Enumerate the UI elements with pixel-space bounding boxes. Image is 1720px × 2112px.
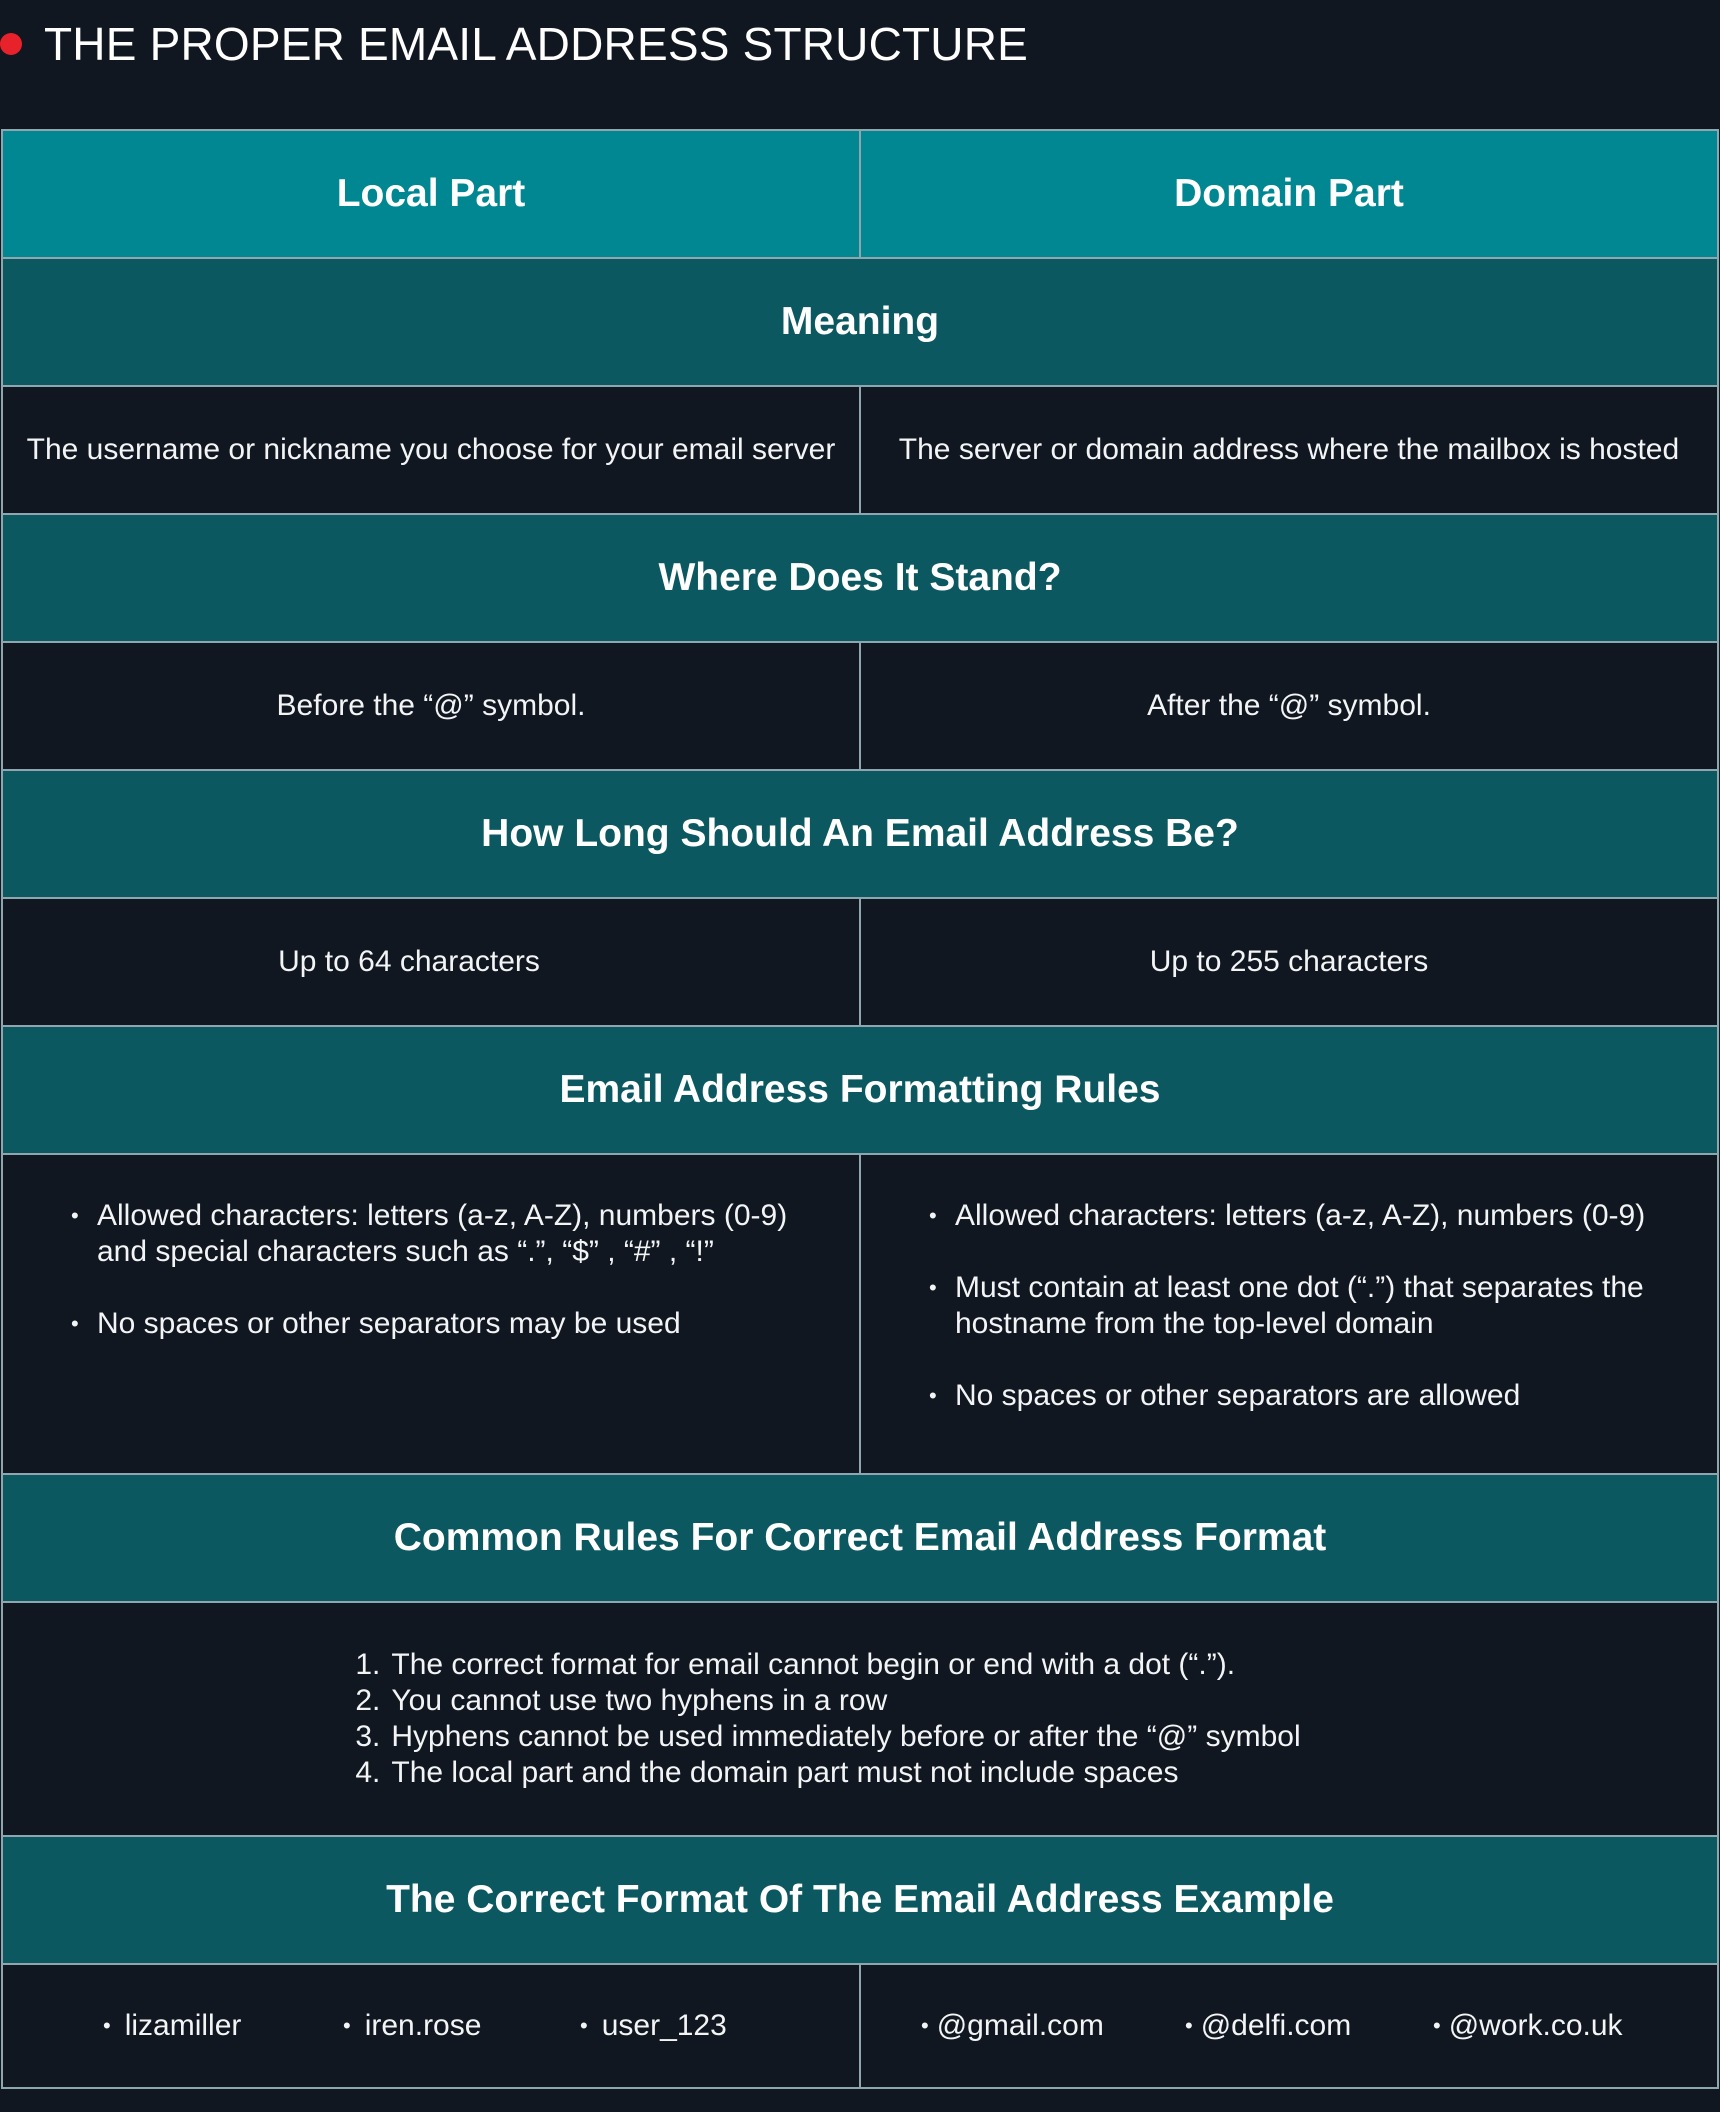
section-heading: Meaning (3, 259, 1719, 385)
list-item (929, 1270, 1677, 1342)
section-meaning-header (3, 259, 1719, 387)
section-meaning-row (3, 387, 1719, 515)
list-item (343, 2009, 481, 2043)
bullet-icon: • (1433, 2013, 1441, 2038)
list-item (71, 1306, 819, 1342)
meaning-domain: The server or domain address where the mailbox is hosted (861, 387, 1719, 513)
column-header-local: Local Part (3, 131, 861, 257)
bullet-icon: • (71, 1311, 79, 1336)
list-item-text: Allowed characters: letters (a-z, A-Z), numbers (0-9) (955, 1199, 1646, 1232)
common-rules-list (355, 1647, 1300, 1791)
section-heading: Where Does It Stand? (3, 515, 1719, 641)
bullet-icon: • (103, 2013, 111, 2038)
common-rules (3, 1603, 1719, 1835)
column-header-domain: Domain Part (861, 131, 1719, 257)
example-local-value: user_123 (601, 2009, 727, 2042)
where-local: Before the “@” symbol. (3, 643, 861, 769)
list-item (103, 2009, 241, 2043)
formatting-local (3, 1155, 861, 1473)
bullet-icon: • (71, 1203, 79, 1228)
list-item (580, 2009, 727, 2043)
bullet-icon: • (921, 2013, 929, 2038)
page-title (0, 14, 1028, 74)
section-heading: How Long Should An Email Address Be? (3, 771, 1719, 897)
list-item-text: Hyphens cannot be used immediately before or after the “@” symbol (391, 1720, 1301, 1753)
meaning-local: The username or nickname you choose for your email server (3, 387, 861, 513)
list-item: 2. You cannot use two hyphens in a row (355, 1684, 888, 1717)
section-formatting-row (3, 1155, 1719, 1475)
length-local: Up to 64 characters (3, 899, 861, 1025)
list-item (929, 1198, 1677, 1234)
list-item: 3. Hyphens cannot be used immediately before or after the “@” symbol (355, 1720, 1301, 1753)
example-local-value: lizamiller (124, 2009, 242, 2042)
section-common-header (3, 1475, 1719, 1603)
formatting-domain-list (929, 1198, 1677, 1450)
section-formatting-header (3, 1027, 1719, 1155)
list-item: 1. The correct format for email cannot begin or end with a dot (“.”). (355, 1648, 1236, 1681)
page-title-text: THE PROPER EMAIL ADDRESS STRUCTURE (44, 18, 1029, 70)
list-item-text: Allowed characters: letters (a-z, A-Z), numbers (0-9) and special characters such as “.”, “$” , “#” , “!” (97, 1199, 788, 1268)
list-item-text: You cannot use two hyphens in a row (391, 1684, 888, 1717)
column-header-row (3, 131, 1719, 259)
list-item-text: No spaces or other separators are allowed (955, 1379, 1521, 1412)
section-heading: Email Address Formatting Rules (3, 1027, 1719, 1153)
section-heading: Common Rules For Correct Email Address Format (3, 1475, 1719, 1601)
list-item-text: Must contain at least one dot (“.”) that separates the hostname from the top-level domain (955, 1271, 1644, 1340)
example-domain-value: @delfi.com (1200, 2009, 1352, 2042)
formatting-local-list (71, 1198, 819, 1378)
list-item (1185, 2009, 1351, 2043)
email-structure-table (1, 129, 1719, 2089)
section-heading: The Correct Format Of The Email Address Example (3, 1837, 1719, 1963)
example-domain-value: @gmail.com (936, 2009, 1104, 2042)
list-item (1433, 2009, 1623, 2043)
section-example-header (3, 1837, 1719, 1965)
formatting-domain (861, 1155, 1719, 1473)
bullet-icon: • (343, 2013, 351, 2038)
list-item-text: The correct format for email cannot begin or end with a dot (“.”). (391, 1648, 1236, 1681)
example-domain-value: @work.co.uk (1448, 2009, 1623, 2042)
bullet-icon: • (929, 1383, 937, 1408)
example-local (3, 1965, 861, 2087)
list-item (71, 1198, 819, 1270)
list-item (929, 1378, 1677, 1414)
section-length-row (3, 899, 1719, 1027)
bullet-icon: • (929, 1203, 937, 1228)
example-domain (861, 1965, 1719, 2087)
section-common-row (3, 1603, 1719, 1837)
list-item: 4. The local part and the domain part must not include spaces (355, 1756, 1179, 1789)
list-item-text: The local part and the domain part must not include spaces (391, 1756, 1179, 1789)
list-item-text: No spaces or other separators may be used (97, 1307, 681, 1340)
section-where-row (3, 643, 1719, 771)
section-where-header (3, 515, 1719, 643)
list-item (921, 2009, 1104, 2043)
section-length-header (3, 771, 1719, 899)
where-domain: After the “@” symbol. (861, 643, 1719, 769)
bullet-icon: • (1185, 2013, 1193, 2038)
bullet-icon: • (929, 1275, 937, 1300)
example-local-value: iren.rose (364, 2009, 482, 2042)
length-domain: Up to 255 characters (861, 899, 1719, 1025)
section-example-row (3, 1965, 1719, 2089)
bullet-icon: • (580, 2013, 588, 2038)
red-dot-icon (0, 33, 22, 55)
